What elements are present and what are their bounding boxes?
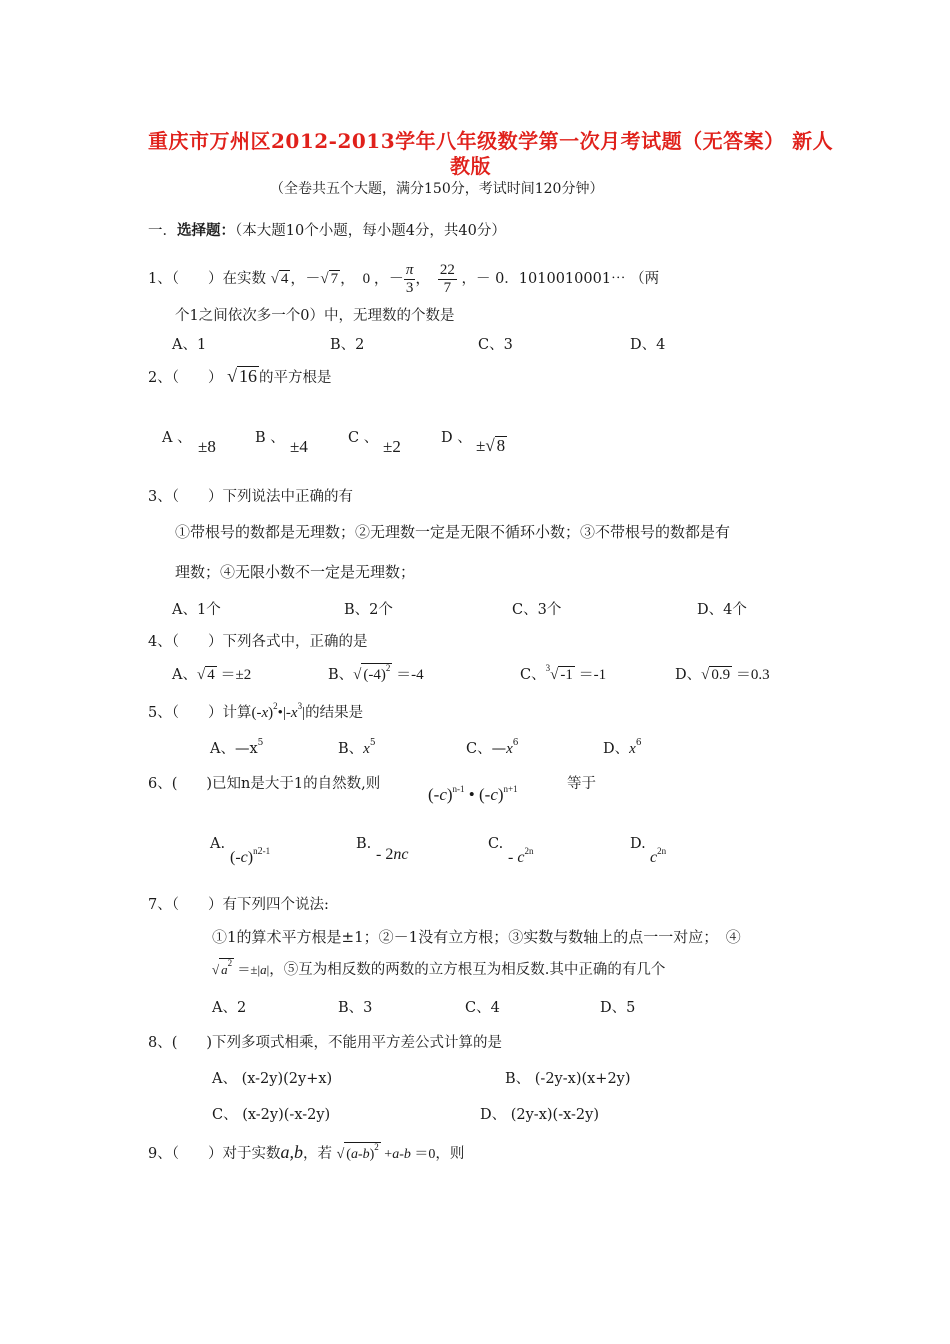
option-label: B、	[328, 667, 354, 683]
answer-blank: （ ）	[171, 1146, 223, 1162]
q2-option-c-value: ±2	[383, 437, 401, 456]
question-number: 1、	[148, 270, 172, 287]
document-title-line1: 重庆市万州区2012-2013学年八年级数学第一次月考试题（无答案） 新人	[148, 129, 834, 153]
q2-option-b: B 、	[255, 430, 285, 446]
q6-option-a: A.	[210, 836, 226, 852]
option-label: A、	[172, 667, 197, 683]
option-label: C、—	[466, 741, 507, 757]
q2-option-a: A 、	[162, 430, 192, 446]
q8-option-a: A、 (x-2y)(2y+x)	[212, 1071, 333, 1087]
question-stem-mid: ，若	[302, 1146, 332, 1162]
q7-option-b: B、3	[338, 1000, 373, 1016]
option-label: B、	[338, 741, 364, 757]
question-stem: 在实数	[222, 270, 266, 287]
q6-option-b-value: - 2nc	[376, 846, 409, 863]
option-label: A、—x	[210, 741, 258, 757]
answer-blank: （ ）	[171, 270, 223, 287]
question-5: 5、（ ）计算$(-x)^2•|-x^3|$的结果是	[148, 701, 364, 721]
math-expression: √ 4 ，－√ 7 ， 0 ，－ $\frac{\pi}{3}$ ， $\frac{22}{7}$	[270, 262, 455, 296]
q3-option-d: D、4个	[697, 602, 747, 618]
answer-blank: （ ）	[171, 489, 223, 505]
question-3-statement-line2: 理数；④无限小数不一定是无理数；	[175, 563, 416, 581]
q7-option-a: A、2	[212, 1000, 247, 1016]
section-heading	[148, 219, 506, 240]
q6-option-d-value: $c^{2n}$	[650, 846, 667, 866]
q8-option-b: B、 (-2y-x)(x+2y)	[505, 1071, 631, 1087]
question-2	[148, 366, 331, 387]
question-number: 4、	[148, 634, 172, 650]
question-3	[148, 485, 353, 506]
q4-option-b: B、√ $(-4)^2 =-4$	[328, 663, 424, 683]
q2-option-d-value: ±√ 8	[476, 436, 506, 455]
q3-option-a: A、1个	[172, 602, 221, 618]
question-stem: 下列各式中，正确的是	[222, 634, 368, 650]
question-stem: 计算	[222, 705, 252, 721]
question-stem: )已知n是大于1的自然数,则	[206, 776, 381, 792]
q6-option-c-value: - $c^{2n}$	[508, 846, 534, 866]
question-number: 7、	[148, 897, 172, 913]
q4-option-a: A、√ 4 ＝±2	[172, 667, 252, 683]
answer-blank: （ ）	[171, 897, 223, 913]
question-1-line2: 个1之间依次多一个0）中，无理数的个数是	[175, 308, 455, 324]
question-number: 6、(	[148, 776, 207, 792]
q6-expression: $(-c)^{n-1}$ • $(-c)^{n+1}$	[428, 784, 518, 804]
document-title-line2: 教版	[450, 154, 491, 178]
q6-option-c: C.	[488, 836, 504, 852]
option-label: C、	[520, 667, 546, 683]
q6-option-b: B.	[356, 836, 372, 852]
question-8	[148, 1031, 502, 1052]
question-6	[148, 772, 380, 793]
question-1	[148, 262, 659, 297]
q5-option-d: D、$x^6$	[603, 738, 642, 757]
question-stem: 的平方根是	[258, 370, 332, 386]
q1-option-d: D、4	[630, 337, 666, 353]
question-4	[148, 630, 367, 651]
q5-option-c: C、$—x^6$	[466, 738, 519, 757]
question-7-statement-line2: √ $a^2 =\pm|a|$，⑤互为相反数的两数的立方根互为相反数.其中正确的有几个	[212, 958, 666, 978]
option-label: D、	[603, 741, 630, 757]
question-number: 3、	[148, 489, 172, 505]
question-stem-tail: ，则	[435, 1146, 465, 1162]
q5-option-a: A、$—x^5$	[210, 738, 264, 757]
document-subtitle: （全卷共五个大题，满分150分，考试时间120分钟）	[270, 181, 604, 197]
question-number: 2、	[148, 370, 172, 386]
section-description: （本大题10个小题，每小题4分，共40分）	[235, 223, 506, 239]
question-stem-tail: 的结果是	[305, 705, 364, 721]
q5-option-b: B、$x^5$	[338, 738, 376, 757]
statement-text: ，⑤互为相反数的两数的立方根互为相反数.其中正确的有几个	[269, 962, 666, 978]
question-number: 9、	[148, 1146, 172, 1162]
question-stem: 下列说法中正确的有	[222, 489, 353, 505]
q1-option-b: B、2	[330, 337, 365, 353]
q2-option-d: D 、	[441, 430, 472, 446]
q6-option-d: D.	[630, 836, 646, 852]
section-number: 一．	[148, 223, 177, 239]
q2-option-a-value: ±8	[198, 437, 216, 456]
math-expression: √ 16	[227, 366, 257, 386]
q3-option-c: C、3个	[512, 602, 562, 618]
question-number: 8、(	[148, 1035, 207, 1051]
question-stem: 对于实数	[222, 1146, 281, 1162]
question-6-tail: 等于	[567, 776, 596, 792]
q2-option-c: C 、	[348, 430, 379, 446]
answer-blank: （ ）	[171, 634, 223, 650]
q2-option-b-value: ±4	[290, 437, 308, 456]
answer-blank: （ ）	[171, 705, 223, 721]
question-9: 9、（ ）对于实数a,b，若 √ $(a-b)^2 +a-b =0$，则	[148, 1142, 465, 1162]
q1-option-c: C、3	[478, 337, 513, 353]
question-stem: )下列多项式相乘，不能用平方差公式计算的是	[206, 1035, 503, 1051]
q3-option-b: B、2个	[344, 602, 393, 618]
question-stem: 有下列四个说法:	[222, 897, 329, 913]
q8-option-c: C、 (x-2y)(-x-2y)	[212, 1107, 331, 1123]
q7-option-c: C、4	[465, 1000, 500, 1016]
q6-option-a-value: $(-c)^{n2-1}$	[230, 846, 271, 866]
q4-option-d: D、√ 0.9 ＝0.3	[675, 667, 770, 683]
q7-option-d: D、5	[600, 1000, 636, 1016]
q8-option-d: D、 (2y-x)(-x-2y)	[480, 1107, 599, 1123]
question-number: 5、	[148, 705, 172, 721]
q4-option-c: C、$^3$√ -1 ＝-1	[520, 663, 607, 683]
question-stem-tail: ，－ 0．1010010001⋯ （两	[461, 270, 660, 287]
question-7-statement-line1: ①1的算术平方根是±1；②－1没有立方根；③实数与数轴上的点一一对应； ④	[212, 928, 741, 946]
question-3-statement-line1: ①带根号的数都是无理数；②无理数一定是无限不循环小数；③不带根号的数都是有	[175, 523, 731, 541]
section-label: 选择题：	[177, 222, 235, 239]
q1-option-a: A、1	[172, 337, 207, 353]
answer-blank: （ ）	[171, 370, 223, 386]
option-label: D、	[675, 667, 702, 683]
question-7	[148, 893, 329, 914]
